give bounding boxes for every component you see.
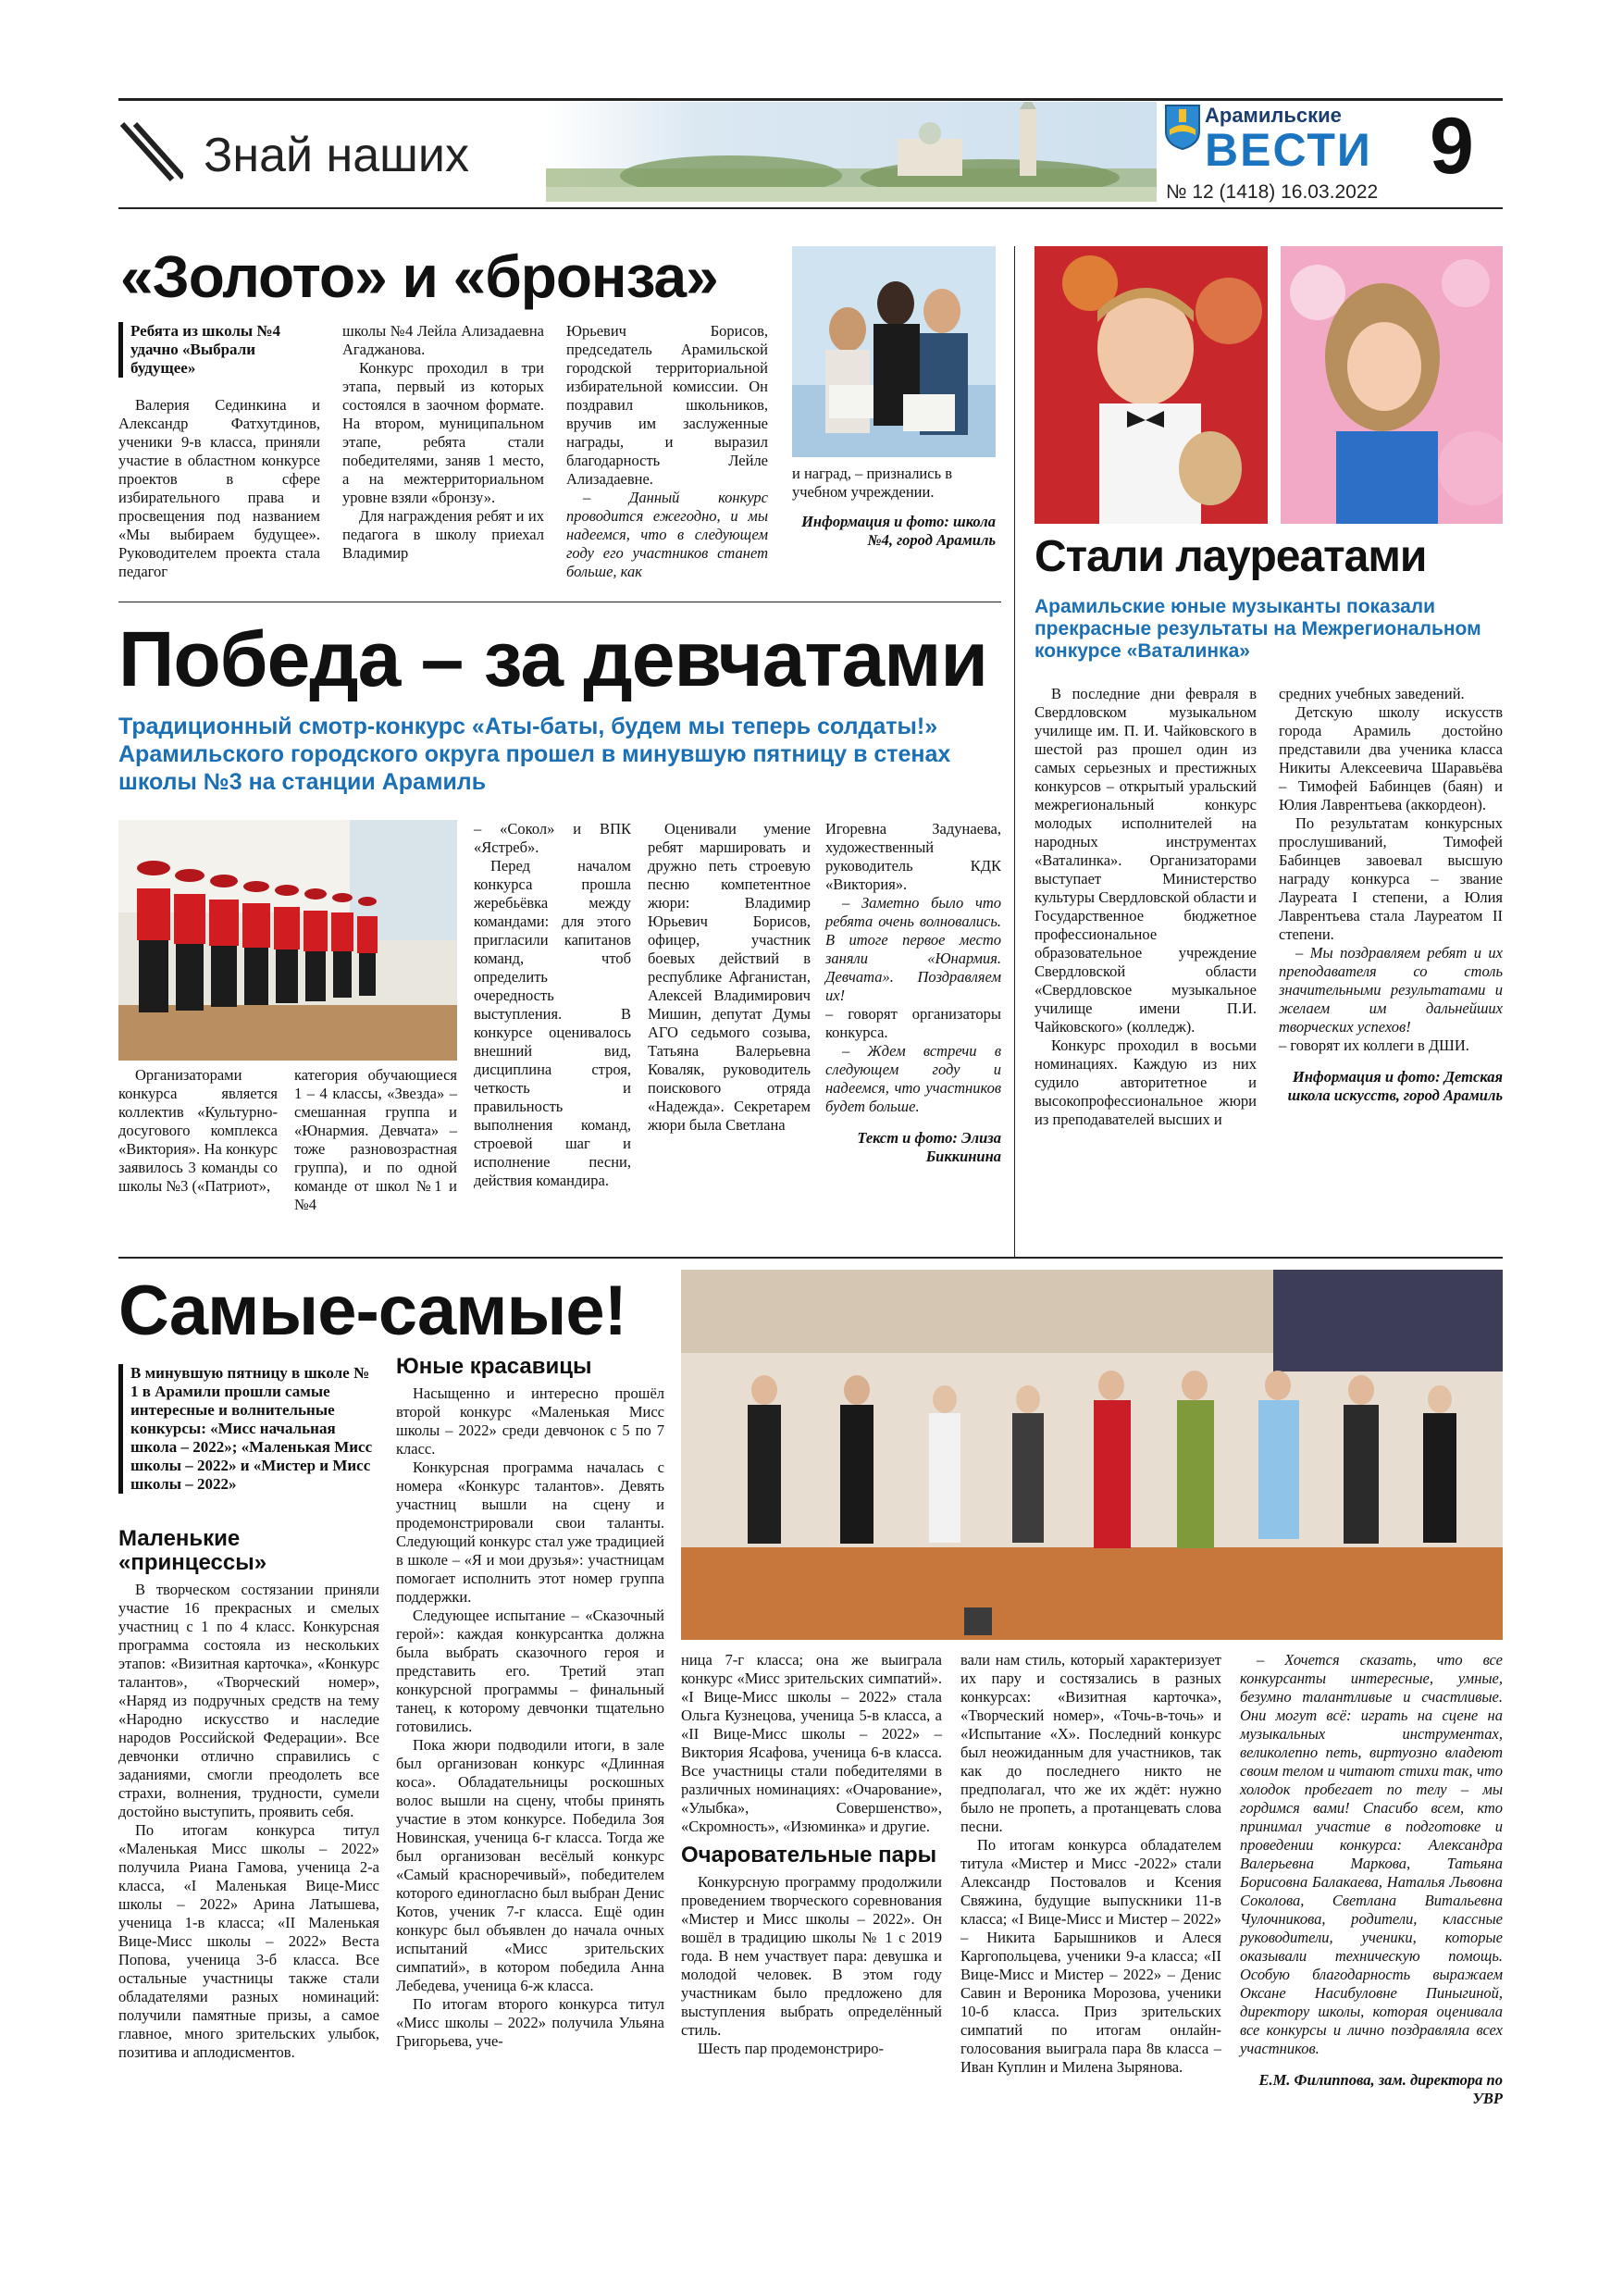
beauty-heading: Юные красавицы — [396, 1354, 592, 1379]
samye-lead: В минувшую пятницу в школе № 1 в Арамили прошли самые интересные и волнительные конкурсы: «Мисс начальная школа – 2022»; «Маленькая Мисс школы – 2022» и «Мистер и Мисс школы – 2022» — [118, 1364, 380, 1494]
top-rule — [118, 98, 1503, 101]
pobeda-c3-p2: Перед началом конкурса прошла жеребьёвка между командами: для этого пригласили капитанов команд, чтоб определить очередность выступления. В конкурсе оценивалось внешний вид, дисциплина строя, четкость и правильность выполнения команд, строевой шаг и исполнение песни, действия командира. — [474, 857, 631, 1189]
samye-top-rule — [118, 1257, 1503, 1259]
samye-c2-p5: По итогам второго конкурса титул «Мисс школы – 2022» получила Ульяна Григорьева, уче- — [396, 1995, 664, 2050]
laureat-subtitle: Арамильские юные музыканты показали прекрасные результаты на Межрегиональном конкурсе «Ваталинка» — [1035, 596, 1481, 662]
samye-col-4 — [960, 1651, 1221, 2077]
samye-c3b-p1: Конкурсную программу продолжили проведением творческого соревнования «Мистер и Мисс школы – 2022». Он вошёл в традицию школы № 1 с 2019 года. В нем участвует пара: девушка и молодой человек. В этом году участникам было предложено для выступления выбрать определённый стиль. — [681, 1873, 942, 2039]
pobeda-col-5 — [825, 820, 1001, 1166]
pobeda-c1: Организаторами конкурса является коллектив «Культурно-досугового комплекса «Виктория». На конкурс заявилось 3 команды со школы №3 («Патриот», — [118, 1066, 278, 1195]
pobeda-c5-p1: Игоревна Задунаева, художественный руководитель КДК «Виктория». — [825, 820, 1001, 893]
laureat-photo-girl — [1281, 246, 1503, 524]
page-number: 9 — [1430, 102, 1474, 191]
samye-col-5 — [1240, 1651, 1503, 2108]
pobeda-credit: Текст и фото: Элиза Биккинина — [857, 1129, 1001, 1165]
gold-col-1 — [118, 396, 320, 581]
samye-col-1 — [118, 1527, 379, 2062]
samye-col-2 — [396, 1355, 664, 2051]
samye-c2-p2: Конкурсная программа началась с номера «Конкурс талантов». Девять участниц вышли на сцену и продемонстрировали свои таланты. Следующий конкурс стал уже традицией в школе – «Я и мои друзья»: участницам помогает исполнить этот номер группа поддержки. — [396, 1458, 664, 1606]
pobeda-c3-p1: – «Сокол» и ВПК «Ястреб». — [474, 820, 631, 856]
logo-top-text: Арамильские — [1205, 104, 1342, 127]
pobeda-c5-b: – говорят организаторы конкурса. — [825, 1005, 1001, 1041]
laureat-photo-boy — [1035, 246, 1268, 524]
laureat-credit: Информация и фото: Детская школа искусств, город Арамиль — [1287, 1068, 1503, 1104]
samye-title: Самые-самые! — [118, 1272, 626, 1350]
laureat-c2-p3: По результатам конкурсных прослушиваний, Тимофей Бабинцев завоевал высшую награду конкурса – звание Лауреата I степени, а Юлия Лаврентьева стала Лауреатом II степени. — [1279, 814, 1503, 943]
laureat-c1-p1: В последние дни февраля в Свердловском музыкальном училище им. П. И. Чайковского в шестой раз прошел один из самых серьезных и престижных конкурсов – открытый уральский межрегиональный конкурс молодых исполнителей на народных инструментах «Ваталинка». Организаторами выступает Министерство культуры Свердловской области и Государственное бюджетное профессиональное образовательное учреждение Свердловской области «Свердловское музыкальное училище имени П.И. Чайковского» (колледж). — [1035, 685, 1257, 1036]
logo-main-text: ВЕСТИ — [1205, 124, 1372, 176]
pobeda-col-2 — [294, 1066, 457, 1214]
gold-credit: Информация и фото: школа №4, город Арамиль — [801, 513, 996, 549]
samye-col-3 — [681, 1651, 942, 2058]
laureat-col-1 — [1035, 685, 1257, 1129]
gold-c2-p1: школы №4 Лейла Ализадаевна Агаджанова. — [342, 322, 544, 358]
samye-c4-p1: вали нам стиль, который характеризует их пару и состязались в разных конкурсах: «Визитная карточка», «Творческий номер», «Точь-в-точь» и «Испытание «Х». Последний конкурс был неожиданным для участников, так как до последнего никто не предполагал, что же их ждёт: нужно было не пропеть, а протанцевать слова песни. — [960, 1651, 1221, 1835]
gold-lead: Ребята из школы №4 удачно «Выбрали будущее» — [118, 322, 323, 378]
laureat-col-2 — [1279, 685, 1503, 1105]
samye-c5-quote: – Хочется сказать, что все конкурсанты интересные, умные, безумно талантливые и счастливые. Они могут всё: играть на сцене на музыкальных инструментах, великолепно петь, виртуозно владеют своим телом и читают стихи так, что холодок пробегает по телу – мы гордимся вами! Спасибо всем, кто принимал участие в подготовке и проведении конкурса: Александра Валерьевна Маркова, Татьяна Борисовна Балакаева, Наталья Львовна Соколова, Светлана Витальевна Чулочникова, родители, классные руководители, ученики, которые оказывали техническую помощь. Особую благодарность выражаем Оксане Насибуловне Пиныгиной, директору школы, которая оценивала все конкурсы и лично поздравляла всех участников. — [1240, 1651, 1503, 2057]
samye-c2-p3: Следующее испытание – «Сказочный герой»: каждая конкурсантка должна была выбрать сказочного героя и представить его. Третий этап конкурсной программы – финальный танец, к которому девчонки тщательно готовились. — [396, 1607, 664, 1735]
section-slash-icon — [118, 118, 183, 185]
pobeda-col-4 — [648, 820, 811, 1135]
samye-c3-p1: ница 7-г класса; она же выиграла конкурс «Мисс зрительских симпатий». «I Вице-Мисс школы – 2022» стала Ольга Кузнецова, ученица 5-в класса, а «II Вице-Мисс школы – 2022» – Виктория Ясафова, ученица 6-в класса. Все участницы стали победителями в различных номинациях: «Очарование», «Улыбка», Совершенство», «Скромность», «Изюминка» и другие. — [681, 1651, 942, 1835]
pobeda-col-3 — [474, 820, 631, 1190]
samye-c1-p1: В творческом состязании приняли участие 16 прекрасных и смелых участниц с 1 по 4 класс. Конкурсная программа состояла из нескольких этапов: «Визитная карточка», «Конкурс талантов», «Творческий номер», «Наряд из подручных средств на тему «Народно искусство и наследие народов Российской Федерации». Все девчонки отлично справились с заданиями, смогли преодолеть все страхи, волнения, трудности, сумели достойно выступить, проявить себя. — [118, 1581, 379, 1820]
pobeda-subtitle: Традиционный смотр-конкурс «Аты-баты, будем мы теперь солдаты!» Арамильского городского округа прошел в минувшую пятницу в стенах школы №3 на станции Арамиль — [118, 714, 951, 795]
header-bottom-rule — [118, 207, 1503, 209]
issue-date: № 12 (1418) 16.03.2022 — [1166, 181, 1379, 203]
laureat-c1-p2: Конкурс проходил в восьми номинациях. Каждую из них судило авторитетное и высокопрофессиональное жюри из преподавателей высших и — [1035, 1036, 1257, 1128]
header-landscape-photo — [546, 102, 1157, 202]
gold-c4: и наград, – признались в учебном учреждении. — [792, 465, 953, 501]
gold-c3-p1: Юрьевич Борисов, председатель Арамильской городской территориальной избирательной комиссии. Он поздравил школьников, вручив им заслуженные награды, и выразил благодарность Лейле Ализадаевне. — [566, 322, 768, 488]
samye-c2-p1: Насыщенно и интересно прошёл второй конкурс «Маленькая Мисс школы – 2022» среди девчонок с 5 по 7 класс. — [396, 1384, 664, 1458]
pobeda-title: Победа – за девчатами — [118, 615, 988, 702]
laureat-title: Стали лауреатами — [1035, 532, 1427, 581]
samye-c4-p2: По итогам конкурса обладателем титула «Мистер и Мисс -2022» стали Александр Постовалов и Ксения Свяжина, будущие выпускники 11-в класса; «I Вице-Мисс и Мистер – 2022» – Никита Барышников и Алеся Каргопольцева, ученики 9-а класса; «II Вице-Мисс и Мистер – 2022» – Денис Савин и Вероника Морозова, ученики 10-б класса. Приз зрительских симпатий по итогам онлайн-голосования выиграла пара 8в класса – Иван Куплин и Милена Зырянова. — [960, 1836, 1221, 2076]
section-title: Знай наших — [204, 129, 469, 182]
samye-c3b-p2: Шесть пар продемонстриро- — [698, 2040, 884, 2057]
laureat-c2-p2: Детскую школу искусств города Арамиль достойно представили два ученика класса Никиты Алексеевича Шаравьёва – Тимофей Бабинцев (баян) и Юлия Лаврентьева (аккордеон). — [1279, 703, 1503, 813]
samye-c2-p4: Пока жюри подводили итоги, в зале был организован конкурс «Длинная коса». Обладательницы роскошных волос вышли на сцену, чтобы принять участие в этом конкурсе. Победила Зоя Новинская, ученица 6-г класса. Тогда же был организован весёлый конкурс «Самый красноречивый», победителем которого единогласно был выбран Денис Котов, ученик 7-г класса. Ещё один конкурс был объявлен до начала очных испытаний «Мисс зрительских симпатий», в котором победила Анна Лебедева, ученица 6-ж класса. — [396, 1736, 664, 1994]
pobeda-c5-quote2: – Ждем встречи в следующем году и надеемся, что участников будет больше. — [825, 1042, 1001, 1115]
gold-c1-p1: Валерия Сединкина и Александр Фатхутдинов, ученики 9-в класса, приняли участие в областном конкурсе проектов в сфере избирательного права и просвещения под названием «Мы выбираем будущее». Руководителем проекта стала педагог — [118, 396, 320, 580]
vertical-rule-top — [1014, 246, 1015, 1257]
laureat-c2-p1: средних учебных заведений. — [1279, 685, 1465, 702]
gold-title: «Золото» и «бронза» — [120, 243, 718, 310]
newspaper-logo — [1164, 104, 1405, 183]
pobeda-col-1 — [118, 1066, 278, 1196]
pobeda-c2: категория обучающиеся 1 – 4 классы, «Звезда» – смешанная группа и «Юнармия. Девчата» – тоже разновозрастная группа), и по одной команде от школ №1 и №4 — [294, 1066, 457, 1213]
pobeda-c5-quote: – Заметно было что ребята очень волновались. В итоге первое место заняли «Юнармия. Девчата». Поздравляем их! — [825, 894, 1001, 1004]
gold-c3-quote: – Данный конкурс проводится ежегодно, и мы надеемся, что в следующем году его участников станет больше, как — [566, 489, 768, 580]
samye-c1-p2: По итогам конкурса титул «Маленькая Мисс школы – 2022» получила Риана Гамова, ученица 2-а класса, «I Маленькая Вице-Мисс школы – 2022» Арина Латышева, ученица 1-в класса; «II Маленькая Вице-Мисс школы – 2022» Веста Попова, ученица 3-б класса. Все остальные участницы также стали обладателями разных номинаций: получили памятные призы, а самое главное, много зрительских улыбок, позитива и аплодисментов. — [118, 1821, 379, 2061]
pairs-heading: Очаровательные пары — [681, 1843, 937, 1868]
pobeda-c4: Оценивали умение ребят маршировать и дружно петь строевую песню компетентное жюри: Владимир Юрьевич Борисов, офицер, участник боевых действий в республике Афганистан, Алексей Владимирович Мишин, депутат Думы АГО седьмого созыва, Татьяна Валерьевна Коваляк, руководитель поискового отряда «Надежда». Секретарем жюри была Светлана — [648, 820, 811, 1134]
gold-c2-p3: Для награждения ребят и их педагога в школу приехал Владимир — [342, 507, 544, 562]
gold-col-4 — [792, 465, 996, 550]
samye-photo — [681, 1270, 1503, 1640]
gold-c2-p2: Конкурс проходил в три этапа, первый из которых состоялся в заочном формате. На втором, муниципальном этапе, ребята стали победителями, заняв 1 место, а на межтерриториальном уровне взяли «бронзу». — [342, 359, 544, 506]
gold-photo — [792, 246, 996, 457]
laureat-c2-b: – говорят их коллеги в ДШИ. — [1279, 1036, 1469, 1054]
samye-credit: Е.М. Филиппова, зам. директора по УВР — [1258, 2071, 1503, 2107]
princess-heading: Маленькие «принцессы» — [118, 1526, 267, 1575]
laureat-c2-quote: – Мы поздравляем ребят и их преподавателя со столь значительными результатами и желаем им дальнейших творческих успехов! — [1279, 944, 1503, 1036]
crest-icon — [1164, 104, 1201, 150]
gold-col-3 — [566, 322, 768, 581]
pobeda-photo — [118, 820, 457, 1061]
gold-col-2 — [342, 322, 544, 563]
